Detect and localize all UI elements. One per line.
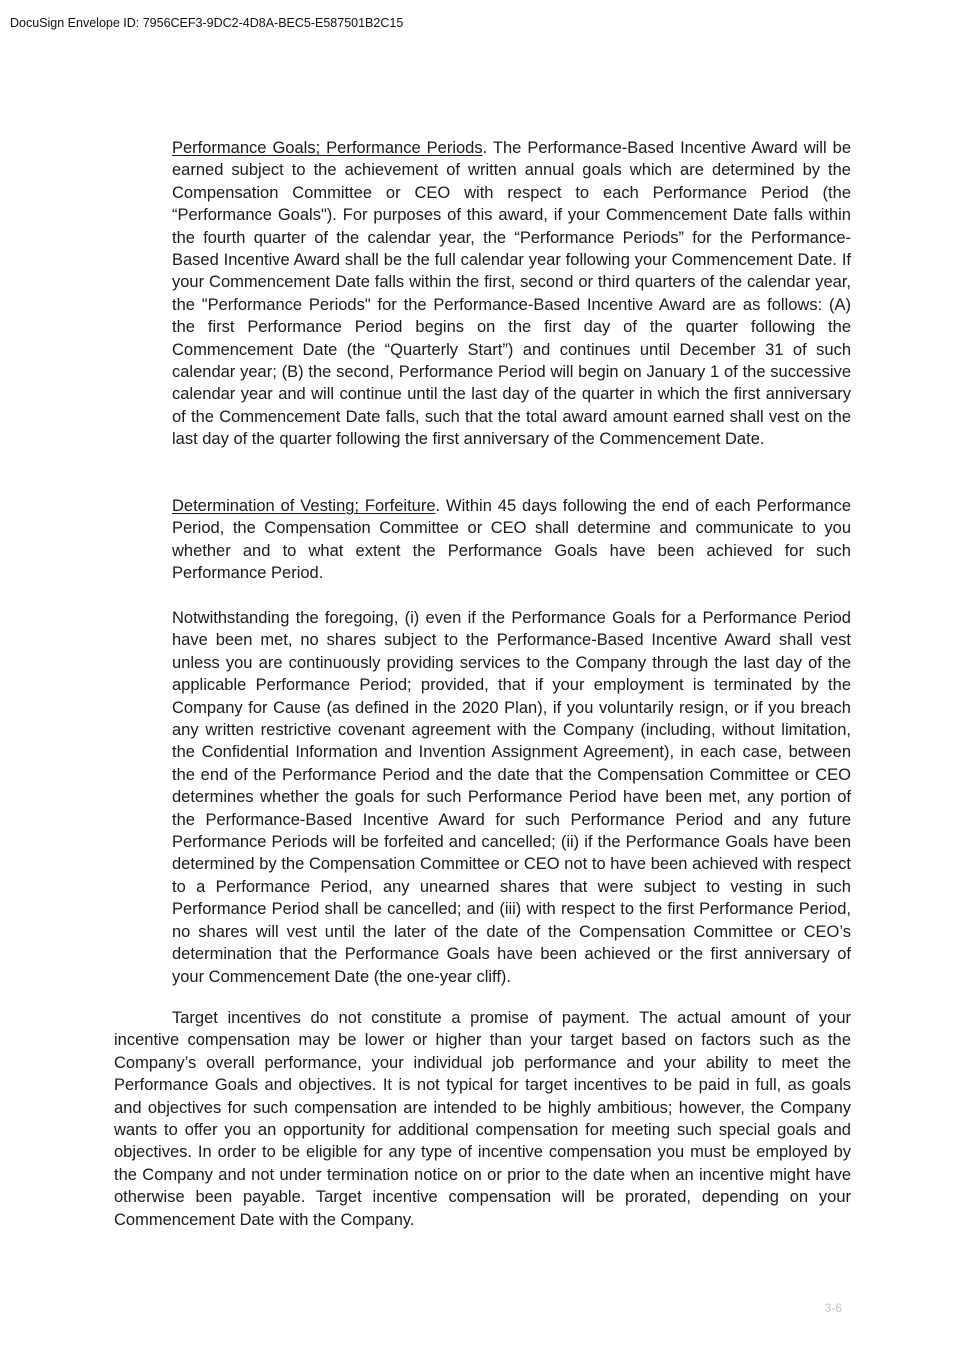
notwithstanding-paragraph: Notwithstanding the foregoing, (i) even if the Performance Goals for a Performance Period have been met, no shares subject to the Performance-Based Incentive Award shall vest unless you are continuously providing services to the Company through the last day of the applicable Performance Period; provided, that if your employment is terminated by the Company for Cause (as defined in the 2020 Plan), if you voluntarily resign, or if you breach any written restrictive covenant agreement with the Company (including, without limitation, the Confidential Information and Invention Assignment Agreement), in each case, between the end of the Performance Period and the date that the Compensation Committee or CEO determines whether the goals for such Performance Period have been met, any portion of the Performance-Based Incentive Award for such Performance Period and any future Performance Periods will be forfeited and cancelled; (ii) if the Performance Goals have been determined by the Compensation Committee or CEO not to have been achieved with respect to a Performance Period, any unearned shares that were subject to vesting in such Performance Period shall be cancelled; and (iii) with respect to the first Performance Period, no shares will vest until the later of the date of the Compensation Committee or CEO’s determination that the Performance Goals have been achieved or the first anniversary of your Commencement Date (the one-year cliff). [172,609,851,986]
target-incentives-paragraph: Target incentives do not constitute a promise of payment. The actual amount of your incentive compensation may be lower or higher than your target based on factors such as the Company’s overall performance, your individual job performance and your ability to meet the Performance Goals and objectives. It is not typical for target incentives to be paid in full, as goals and objectives for such compensation are intended to be highly ambitious; however, the Company wants to offer you an opportunity for additional compensation for meeting such special goals and objectives. In order to be eligible for any type of incentive compensation you must be employed by the Company and not under termination notice on or prior to the date when an incentive might have otherwise been payable. Target incentive compensation will be prorated, depending on your Commencement Date with the Company. [114,1009,851,1229]
performance-goals-heading: Performance Goals; Performance Periods [172,139,483,157]
docusign-envelope-id: DocuSign Envelope ID: 7956CEF3-9DC2-4D8A-BEC5-E587501B2C15 [10,16,404,30]
performance-goals-paragraph [172,137,851,451]
determination-heading: Determination of Vesting; Forfeiture [172,497,436,515]
page-number: 3-6 [824,1301,842,1315]
determination-body: . Within 45 days following the end of each Performance Period, the Compensation Committee or CEO shall determine and communicate to you whether and to what extent the Performance Goals have been achieved for such Performance Period. [172,497,852,583]
performance-goals-body: . The Performance-Based Incentive Award will be earned subject to the achievement of written annual goals which are determined by the Compensation Committee or CEO with respect to each Performance Period (the “Performance Goals"). For purposes of this award, if your Commencement Date falls within the fourth quarter of the calendar year, the “Performance Periods” for the Performance-Based Incentive Award shall be the full calendar year following your Commencement Date. If your Commencement Date falls within the first, second or third quarters of the calendar year, the "Performance Periods" for the Performance-Based Incentive Award are as follows: (A) the first Performance Period begins on the first day of the quarter following the Commencement Date (the “Quarterly Start”) and continues until December 31 of such calendar year; (B) the second, Performance Period will begin on January 1 of the successive calendar year and will continue until the last day of the quarter in which the first anniversary of the Commencement Date falls, such that the total award amount earned shall vest on the last day of the quarter following the first anniversary of the Commencement Date. [172,139,851,449]
determination-paragraph [172,495,851,585]
